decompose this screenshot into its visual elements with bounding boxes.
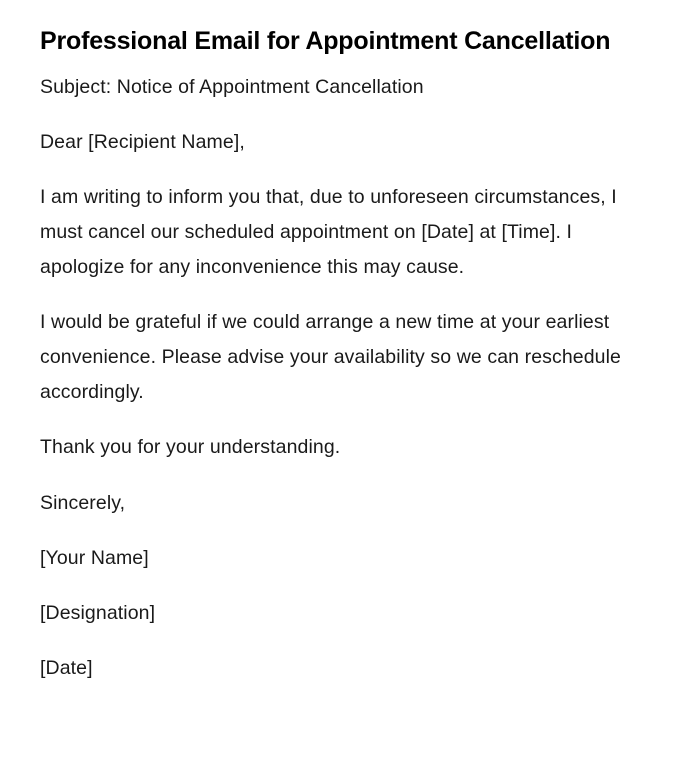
email-subject: Subject: Notice of Appointment Cancellation [40,76,424,98]
signature-name: [Your Name] [40,547,149,569]
closing-line: Sincerely, [40,492,126,514]
document-title: Professional Email for Appointment Cancellation [40,27,611,55]
body-paragraph: I am writing to inform you that, due to unforeseen circumstances, I must cancel our scheduled appointment on [Date] at [Time]. I apologize for any inconvenience this may cause. [40,186,617,278]
email-document [40,24,660,686]
thanks-line: Thank you for your understanding. [40,436,341,458]
body-paragraph: I would be grateful if we could arrange a new time at your earliest convenience. Please advise your availability so we can reschedule accordingly. [40,311,621,403]
signature-date: [Date] [40,657,93,679]
email-greeting: Dear [Recipient Name], [40,131,245,153]
signature-designation: [Designation] [40,602,156,624]
